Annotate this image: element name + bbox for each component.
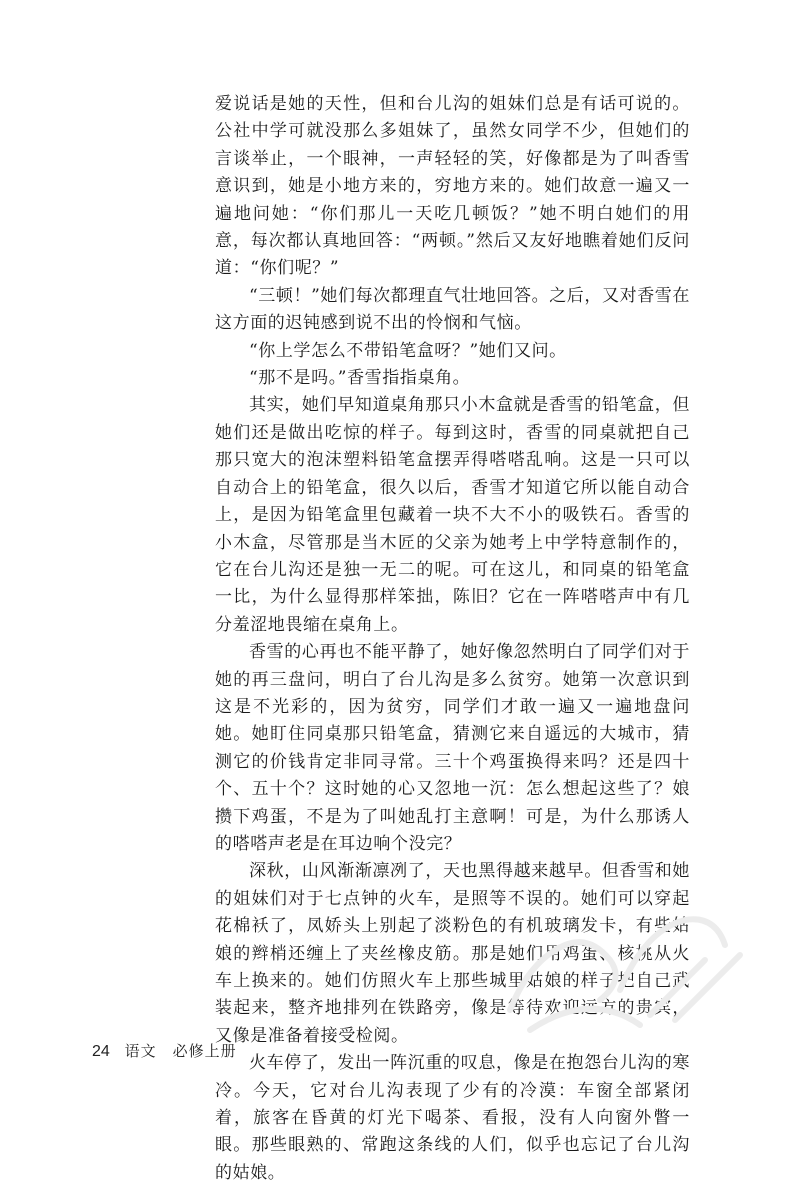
paragraph-2: “三顿！”她们每次都理直气壮地回答。之后，又对香雪在这方面的迟钝感到说不出的怜悯和气恼。 — [215, 285, 690, 334]
body-text — [215, 91, 690, 1187]
paragraph-4: “那不是吗。”香雪指指桌角。 — [249, 368, 471, 389]
page-footer — [92, 1040, 237, 1061]
paragraph-3: “你上学怎么不带铅笔盒呀？”她们又问。 — [249, 340, 567, 361]
paragraph-7: 深秋，山风渐渐凛冽了，天也黑得越来越早。但香雪和她的姐妹们对于七点钟的火车，是照等不误的。她们可以穿起花棉袄了，凤娇头上别起了淡粉色的有机玻璃发卡，有些姑娘的辫梢还缠上了夹丝橡皮筋。那是她们用鸡蛋、核桃从火车上换来的。她们仿照火车上那些城里姑娘的样子把自己武装起来，整齐地排列在铁路旁，像是等待欢迎远方的贵宾，又像是准备着接受检阅。 — [215, 861, 690, 1046]
paragraph-1: 爱说话是她的天性，但和台儿沟的姐妹们总是有话可说的。公社中学可就没那么多姐妹了，虽然女同学不少，但她们的言谈举止，一个眼神，一声轻轻的笑，好像都是为了叫香雪意识到，她是小地方来的，穷地方来的。她们故意一遍又一遍地问她：“你们那儿一天吃几顿饭？”她不明白她们的用意，每次都认真地回答：“两顿。”然后又友好地瞧着她们反问道：“你们呢？” — [215, 94, 690, 279]
paragraph-6: 香雪的心再也不能平静了，她好像忽然明白了同学们对于她的再三盘问，明白了台儿沟是多么贫穷。她第一次意识到这是不光彩的，因为贫穷，同学们才敢一遍又一遍地盘问她。她盯住同桌那只铅笔盒，猜测它来自遥远的大城市，猜测它的价钱肯定非同寻常。三十个鸡蛋换得来吗？还是四十个、五十个？这时她的心又忽地一沉：怎么想起这些了？娘攒下鸡蛋，不是为了叫她乱打主意啊！可是，为什么那诱人的嗒嗒声老是在耳边响个没完？ — [215, 642, 690, 854]
paragraph-5: 其实，她们早知道桌角那只小木盒就是香雪的铅笔盒，但她们还是做出吃惊的样子。每到这时，香雪的同桌就把自己那只宽大的泡沫塑料铅笔盒摆弄得嗒嗒乱响。这是一只可以自动合上的铅笔盒，很久以后，香雪才知道它所以能自动合上，是因为铅笔盒里包藏着一块不大不小的吸铁石。香雪的小木盒，尽管那是当木匠的父亲为她考上中学特意制作的，它在台儿沟还是独一无二的呢。可在这儿，和同桌的铅笔盒一比，为什么显得那样笨拙，陈旧？它在一阵嗒嗒声中有几分羞涩地畏缩在桌角上。 — [215, 395, 690, 635]
book-title: 语文 必修上册 — [124, 1042, 237, 1060]
page-number: 24 — [92, 1043, 110, 1060]
paragraph-8: 火车停了，发出一阵沉重的叹息，像是在抱怨台儿沟的寒冷。今天，它对台儿沟表现了少有的冷漠：车窗全部紧闭着，旅客在昏黄的灯光下喝茶、看报，没有人向窗外瞥一眼。那些眼熟的、常跑这条线的人们，似乎也忘记了台儿沟的姑娘。 — [215, 1053, 690, 1183]
